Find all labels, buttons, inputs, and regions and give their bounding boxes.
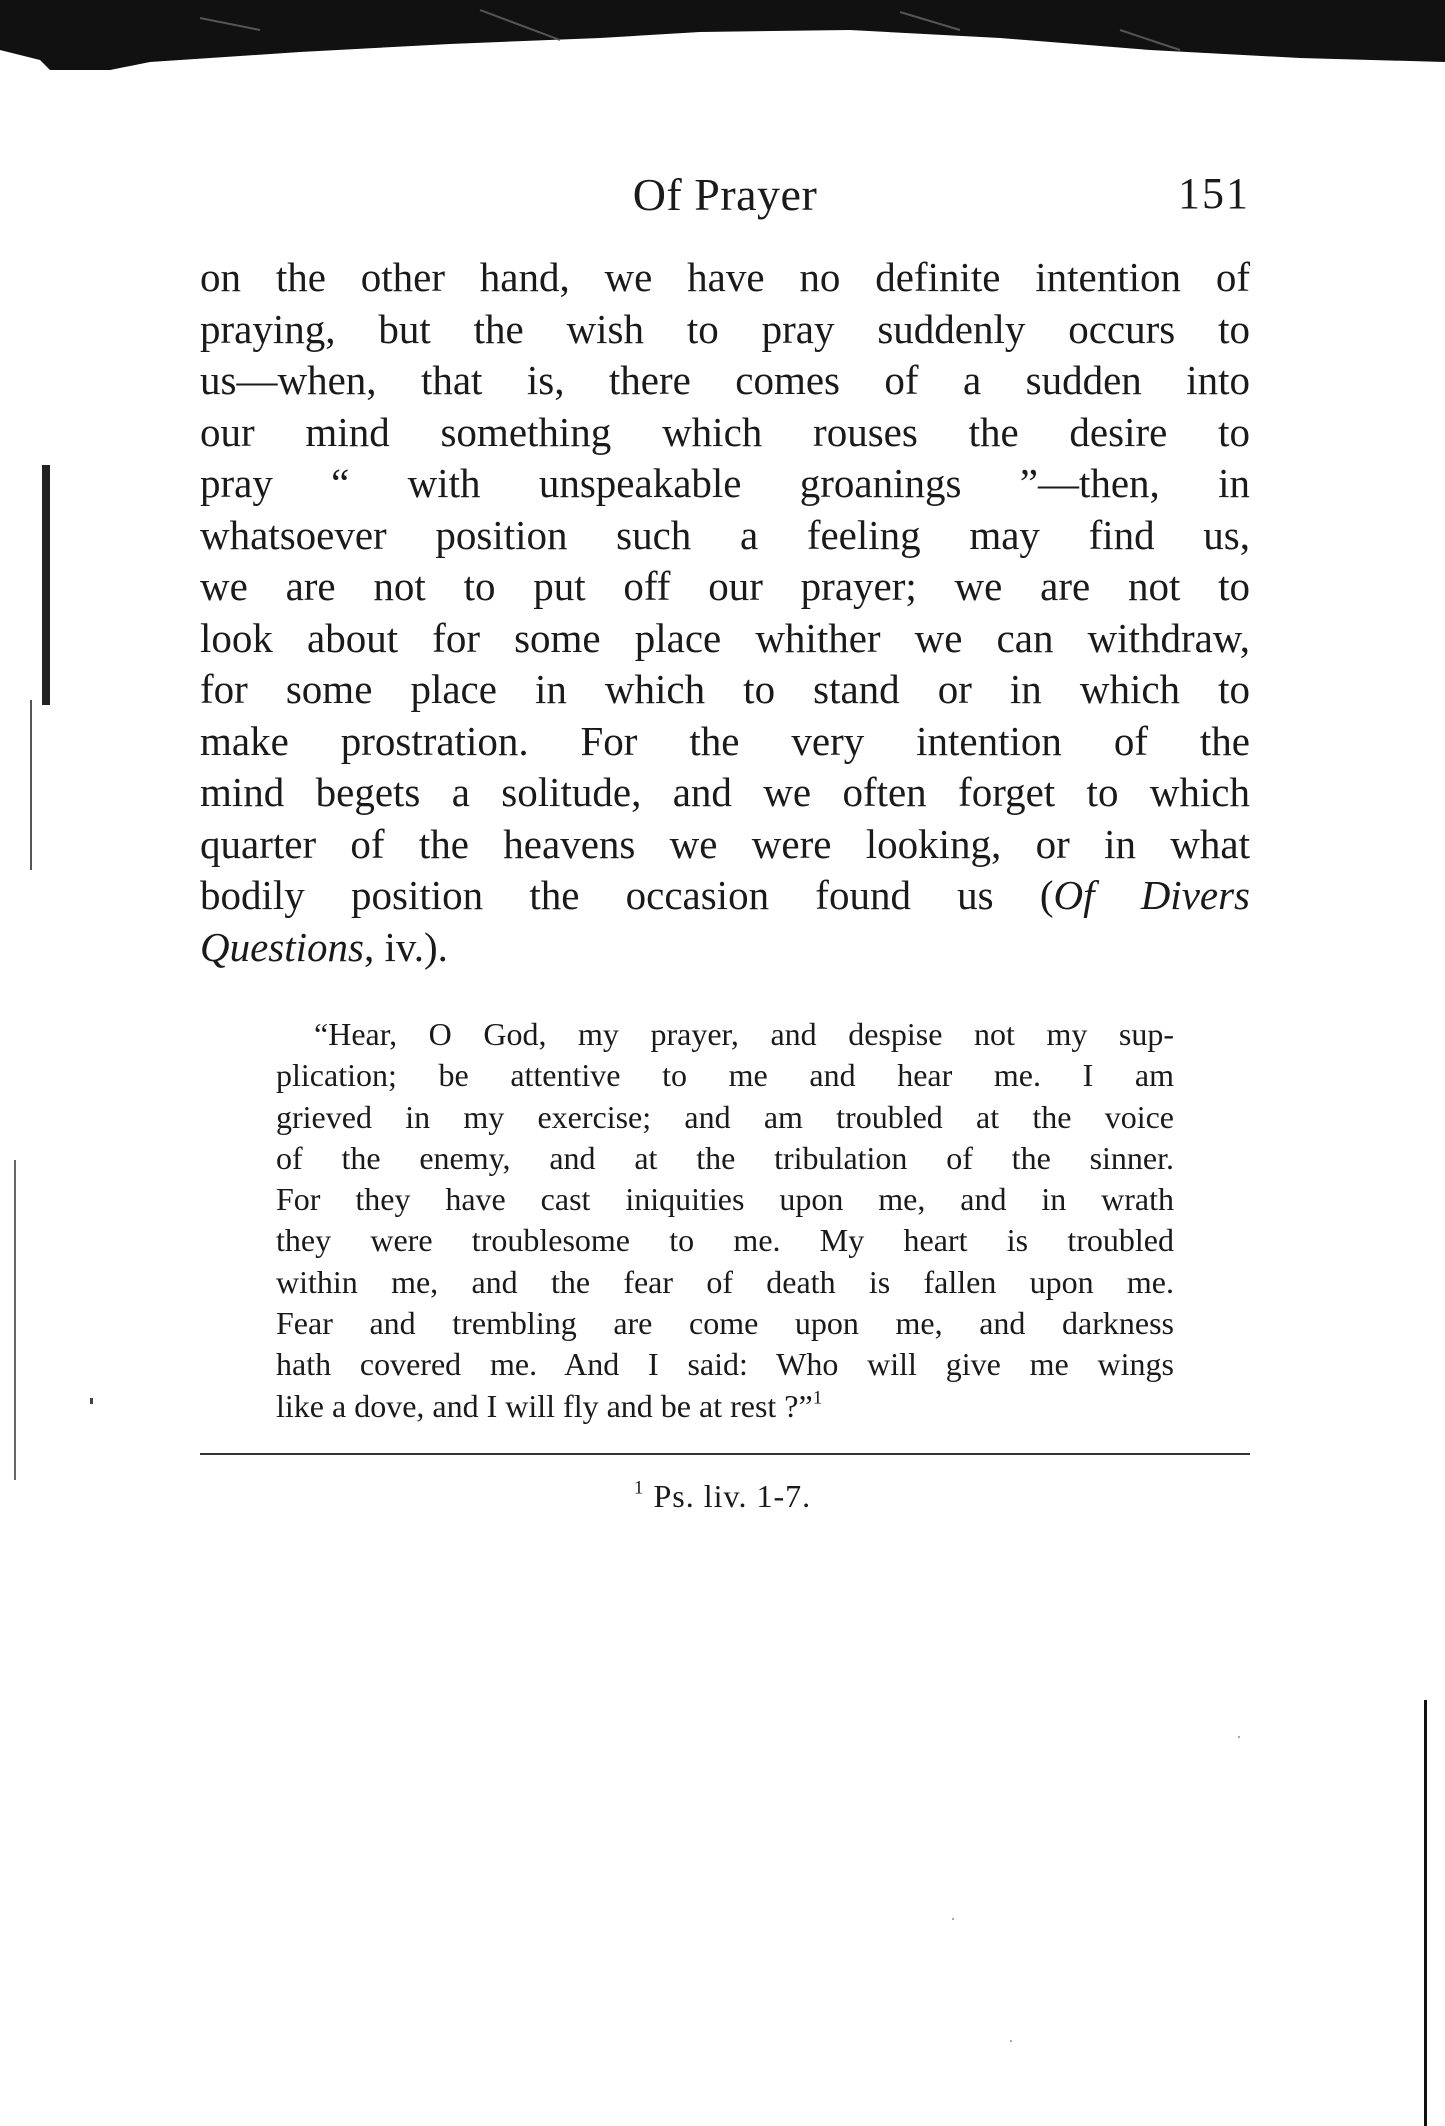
footnote	[0, 1478, 1445, 1515]
quote-line: of the enemy, and at the tribulation of the sinner.	[276, 1139, 1174, 1176]
binding-mark	[90, 1398, 93, 1404]
body-line: us—when, that is, there comes of a sudden into	[200, 357, 1250, 403]
body-text-segment: bodily position the occasion found us (	[200, 872, 1054, 918]
running-title: Of Prayer	[632, 169, 818, 220]
binding-mark	[30, 700, 32, 870]
footnote-reference: 1	[812, 1387, 823, 1409]
binding-mark	[42, 465, 50, 705]
quote-line: hath covered me. And I said: Who will give me wings	[276, 1346, 1174, 1383]
running-head	[200, 168, 1250, 228]
quote-line: For they have cast iniquities upon me, and in wrath	[276, 1181, 1174, 1218]
source-title: Of Divers	[1053, 872, 1251, 918]
body-line: look about for some place whither we can withdraw,	[200, 614, 1250, 661]
body-line: whatsoever position such a feeling may find us,	[200, 511, 1250, 558]
footnote-rule	[200, 1453, 1250, 1455]
body-line: make prostration. For the very intention of the	[200, 717, 1250, 764]
body-text-segment: , iv.).	[364, 923, 448, 970]
page-number: 151	[1178, 169, 1250, 218]
psalm-quote	[276, 1014, 1174, 1427]
body-line: on the other hand, we have no definite intention of	[200, 254, 1250, 300]
body-line	[200, 922, 1250, 974]
binding-mark	[14, 1160, 16, 1480]
quote-line: grieved in my exercise; and am troubled at the voice	[276, 1098, 1174, 1135]
body-line: praying, but the wish to pray suddenly occurs to	[200, 305, 1250, 352]
quote-line: they were troublesome to me. My heart is troubled	[276, 1222, 1174, 1259]
body-line: our mind something which rouses the desire to	[200, 408, 1250, 455]
quote-line	[276, 1386, 1174, 1427]
quote-line: Fear and trembling are come upon me, and darkness	[276, 1305, 1174, 1342]
scan-speck	[952, 1918, 954, 1920]
quote-line: “Hear, O God, my prayer, and despise not my sup-	[314, 1016, 1174, 1052]
quote-text-segment: like a dove, and I will fly and be at rest ?”	[276, 1387, 813, 1424]
body-paragraph	[200, 252, 1250, 973]
body-line: for some place in which to stand or in which to	[200, 666, 1250, 712]
footnote-marker: 1	[633, 1477, 645, 1499]
scan-speck	[1238, 1736, 1240, 1738]
body-line: pray “ with unspeakable groanings ”—then, in	[200, 460, 1250, 506]
body-line: mind begets a solitude, and we often forget to which	[200, 769, 1250, 815]
body-line	[200, 870, 1250, 922]
body-line: we are not to put off our prayer; we are not to	[200, 563, 1250, 609]
scan-speck	[1010, 2040, 1012, 2042]
footnote-text: Ps. liv. 1-7.	[653, 1478, 812, 1514]
quote-line: within me, and the fear of death is fallen upon me.	[276, 1263, 1174, 1300]
scan-top-edge	[0, 0, 1445, 70]
source-title: Questions	[200, 923, 364, 970]
body-line: quarter of the heavens we were looking, or in what	[200, 820, 1250, 867]
scan-right-edge	[1424, 1700, 1427, 2126]
quote-line: plication; be attentive to me and hear me. I am	[276, 1057, 1174, 1094]
